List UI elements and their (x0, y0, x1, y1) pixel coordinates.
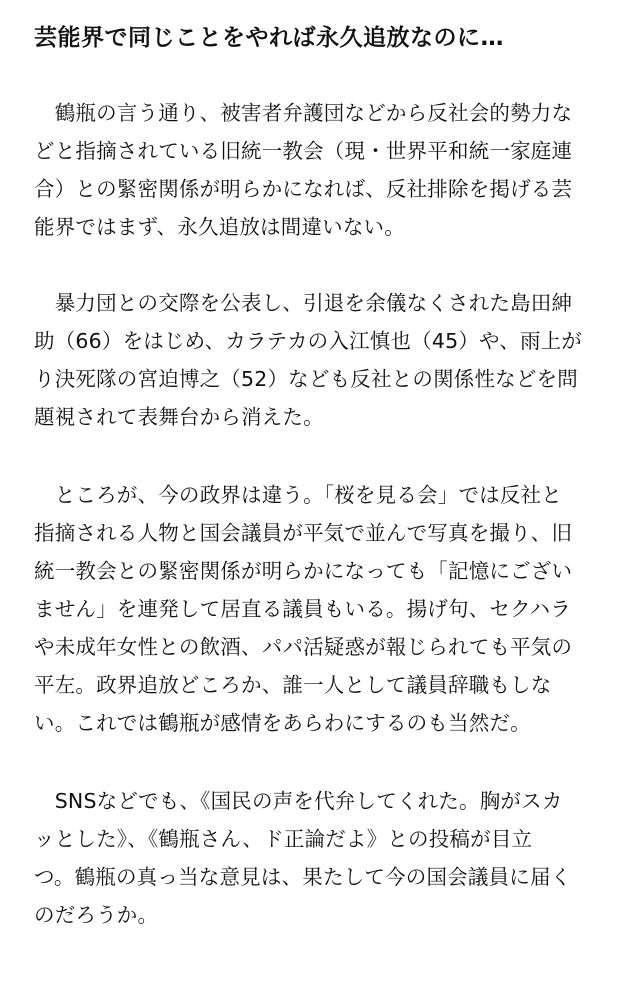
paragraph-line: 暴力団との交際を公表し、引退を余儀なくされた島田紳 (34, 291, 573, 315)
paragraph-line: 助（66）をはじめ、カラテカの入江慎也（45）や、雨上が (34, 329, 583, 353)
paragraph-line: や未成年女性との飲酒、パパ活疑惑が報じられても平気の (34, 635, 573, 659)
article-paragraph-1 (34, 94, 610, 246)
paragraph-line: 平左。政界追放どころか、誰一人として議員辞職もしな (34, 673, 552, 697)
paragraph-line: SNSなどでも、《国民の声を代弁してくれた。胸がスカ (34, 789, 563, 813)
paragraph-line: 合）との緊密関係が明らかになれば、反社排除を掲げる芸 (34, 177, 573, 201)
paragraph-line: のだろうか。 (34, 903, 159, 927)
article-headline: 芸能界で同じことをやれば永久追放なのに… (34, 25, 504, 51)
paragraph-line: り決死隊の宮迫博之（52）なども反社との関係性などを問 (34, 367, 578, 391)
article-paragraph-3 (34, 476, 610, 742)
paragraph-line: どと指摘されている旧統一教会（現・世界平和統一家庭連 (34, 139, 573, 163)
article-paragraph-2 (34, 284, 610, 436)
paragraph-line: 鶴瓶の言う通り、被害者弁護団などから反社会的勢力な (34, 101, 573, 125)
paragraph-line: 指摘される人物と国会議員が平気で並んで写真を撮り、旧 (34, 521, 573, 545)
paragraph-line: ません」を連発して居直る議員もいる。揚げ句、セクハラ (34, 597, 571, 621)
article-paragraph-4 (34, 782, 610, 934)
paragraph-line: 能界ではまず、永久追放は間違いない。 (34, 215, 405, 239)
paragraph-line: 題視されて表舞台から消えた。 (34, 405, 324, 429)
paragraph-line: ッとした》、《鶴瓶さん、ド正論だよ》との投稿が目立 (34, 827, 533, 851)
paragraph-line: つ。鶴瓶の真っ当な意見は、果たして今の国会議員に届く (34, 865, 572, 889)
article (34, 0, 610, 934)
paragraph-line: ところが、今の政界は違う。「桜を見る会」では反社と (34, 483, 562, 507)
paragraph-line: 統一教会との緊密関係が明らかになっても「記憶にござい (34, 559, 573, 583)
paragraph-line: い。これでは鶴瓶が感情をあらわにするのも当然だ。 (34, 711, 531, 735)
